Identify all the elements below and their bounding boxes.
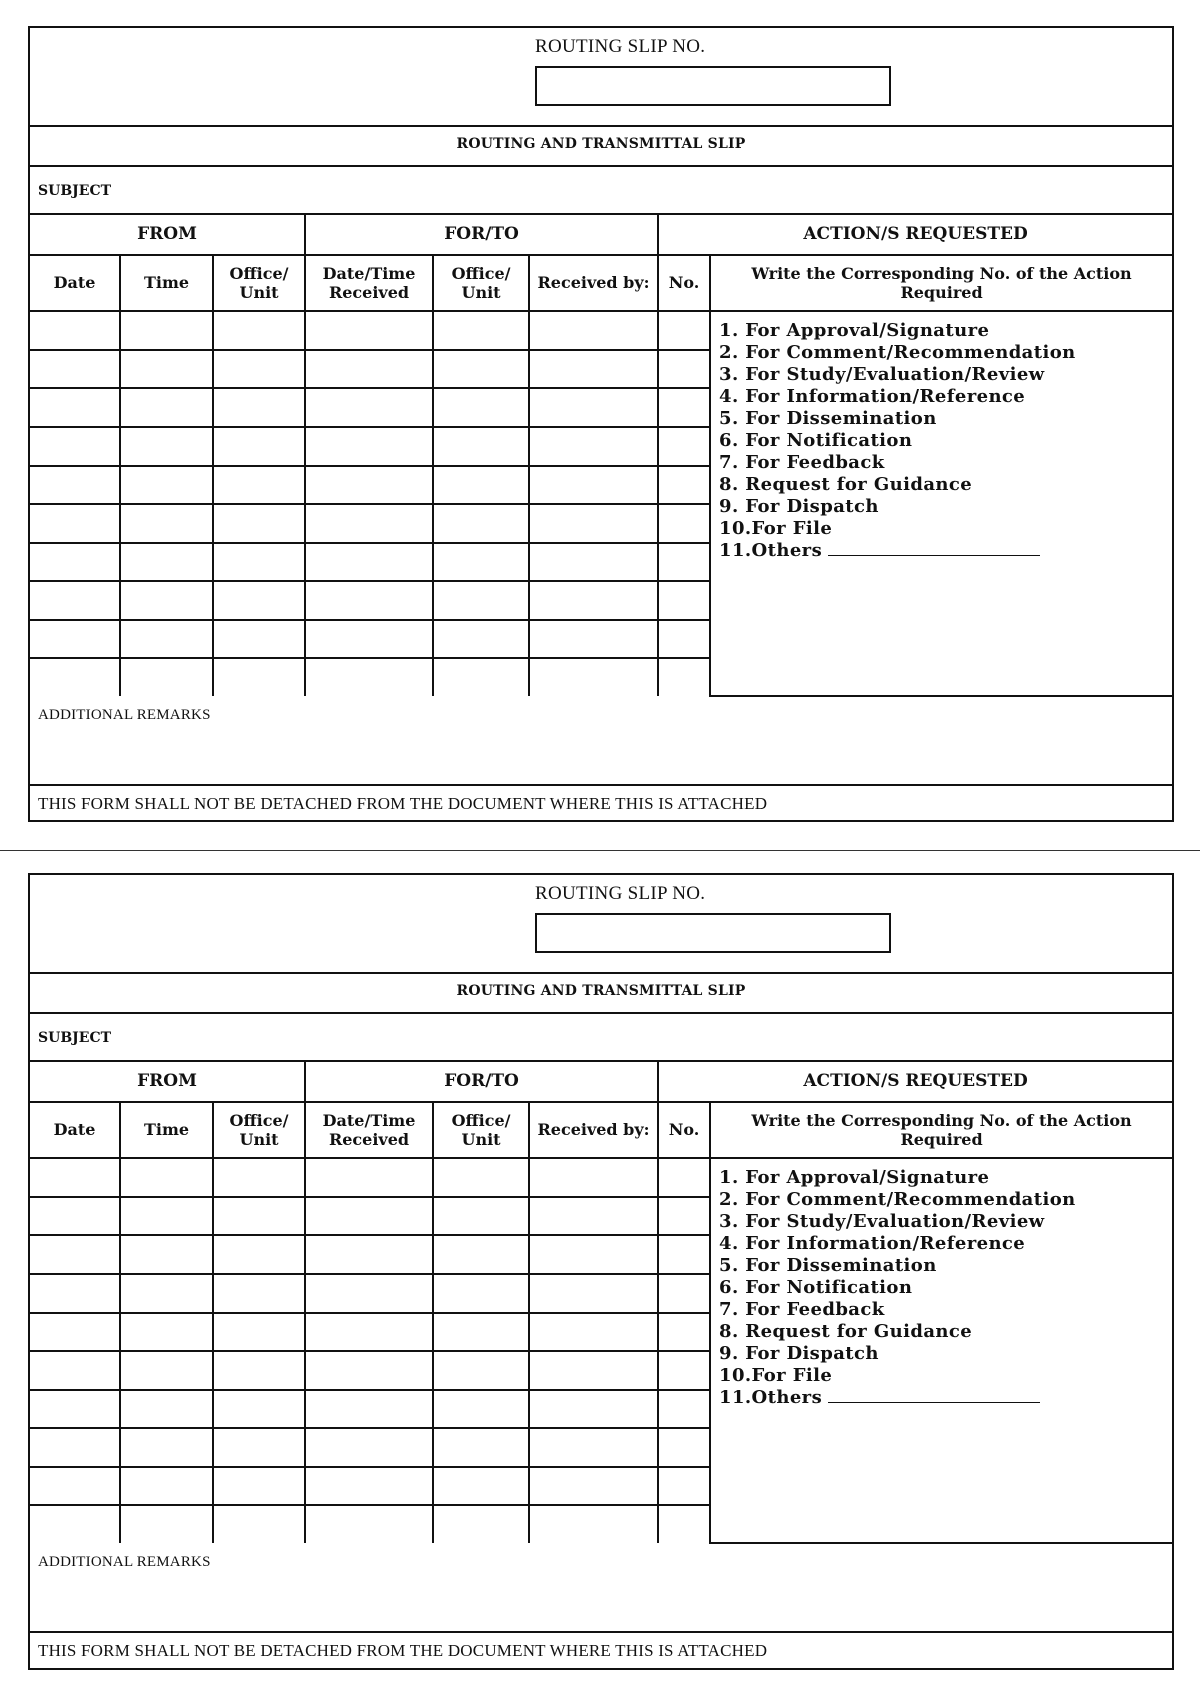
table-cell[interactable] [658,1390,710,1429]
table-cell[interactable] [658,1274,710,1313]
table-cell[interactable] [433,658,529,696]
form-title: ROUTING AND TRANSMITTAL SLIP [456,136,746,152]
table-cell[interactable] [120,1505,213,1543]
action-item [719,1321,1172,1343]
table-cell[interactable] [213,1197,305,1236]
table-cell[interactable] [433,1197,529,1236]
table-cell[interactable] [120,311,213,350]
action-item [719,1255,1172,1277]
table-cell[interactable] [30,1467,120,1506]
slip-number-label: ROUTING SLIP NO. [535,883,706,904]
action-item-label: 11.Others [719,540,823,562]
table-cell[interactable] [658,504,710,543]
table-cell[interactable] [120,350,213,389]
actions-group-header: ACTION/S REQUESTED [658,215,1172,255]
table-cell[interactable] [305,388,433,427]
for-to-group-header: FOR/TO [305,215,658,255]
table-cell[interactable] [529,1197,658,1236]
table-cell[interactable] [120,1428,213,1467]
footer-notice: THIS FORM SHALL NOT BE DETACHED FROM THE DOCUMENT WHERE THIS IS ATTACHED [38,1641,768,1660]
col-to-office-unit: Office/ Unit [433,1102,529,1159]
table-cell[interactable] [529,1467,658,1506]
table-cell[interactable] [529,466,658,505]
table-cell[interactable] [305,543,433,582]
table-cell[interactable] [120,1197,213,1236]
table-cell[interactable] [213,350,305,389]
action-item-label: 8. Request for Guidance [719,1321,973,1343]
action-item [719,452,1172,474]
table-cell[interactable] [213,1158,305,1197]
table-cell[interactable] [213,1313,305,1352]
slip-number-field[interactable] [535,66,891,106]
action-item [719,364,1172,386]
table-cell[interactable] [658,581,710,620]
table-cell[interactable] [305,1505,433,1543]
routing-slip-top [28,26,1174,822]
slip-header [30,28,1172,127]
action-item [719,1211,1172,1233]
table-cell[interactable] [30,1158,120,1197]
action-item [719,386,1172,408]
action-item [719,320,1172,342]
col-date: Date [30,1102,120,1159]
table-cell[interactable] [30,311,120,350]
footer-notice: THIS FORM SHALL NOT BE DETACHED FROM THE DOCUMENT WHERE THIS IS ATTACHED [38,794,768,813]
table-cell[interactable] [213,1428,305,1467]
action-item [719,1343,1172,1365]
table-cell[interactable] [305,427,433,466]
table-cell[interactable] [433,620,529,659]
table-cell[interactable] [30,1313,120,1352]
slip-number-field[interactable] [535,913,891,953]
table-cell[interactable] [120,1274,213,1313]
col-office-unit: Office/ Unit [213,1102,305,1159]
from-group-header: FROM [30,1062,305,1102]
table-cell[interactable] [30,504,120,543]
table-cell[interactable] [305,1235,433,1274]
routing-table [30,1062,1172,1544]
table-cell[interactable] [529,658,658,696]
action-item [719,474,1172,496]
table-cell[interactable] [213,388,305,427]
table-row [30,311,1172,350]
table-cell[interactable] [658,466,710,505]
col-office-unit: Office/ Unit [213,255,305,312]
action-item-label: 1. For Approval/Signature [719,320,990,342]
action-item [719,1233,1172,1255]
actions-group-header: ACTION/S REQUESTED [658,1062,1172,1102]
action-item-label: 2. For Comment/Recommendation [719,1189,1076,1211]
action-list [719,1167,1172,1409]
table-cell[interactable] [30,1351,120,1390]
action-item-label: 3. For Study/Evaluation/Review [719,1211,1045,1233]
remarks-area[interactable] [30,697,1172,786]
action-item-label: 7. For Feedback [719,1299,885,1321]
action-item [719,1387,1172,1409]
table-cell[interactable] [433,1428,529,1467]
table-cell[interactable] [120,1467,213,1506]
action-item [719,430,1172,452]
table-cell[interactable] [305,1467,433,1506]
table-cell[interactable] [213,543,305,582]
action-item [719,1167,1172,1189]
table-cell[interactable] [658,1235,710,1274]
action-item [719,1277,1172,1299]
table-cell[interactable] [120,427,213,466]
table-cell[interactable] [120,1313,213,1352]
action-item-label: 4. For Information/Reference [719,386,1026,408]
slip-number-label: ROUTING SLIP NO. [535,36,706,57]
table-cell[interactable] [529,388,658,427]
routing-table [30,215,1172,697]
table-cell[interactable] [213,620,305,659]
table-cell[interactable] [305,311,433,350]
slip-header [30,875,1172,974]
action-item-label: 10.For File [719,518,833,540]
table-cell[interactable] [658,311,710,350]
table-cell[interactable] [120,504,213,543]
action-item [719,1299,1172,1321]
action-item-label: 4. For Information/Reference [719,1233,1026,1255]
table-cell[interactable] [30,581,120,620]
subject-label: SUBJECT [38,183,112,199]
table-cell[interactable] [305,504,433,543]
table-cell[interactable] [529,581,658,620]
table-cell[interactable] [658,658,710,696]
table-cell[interactable] [433,311,529,350]
routing-slip-bottom [28,873,1174,1670]
action-item-label: 1. For Approval/Signature [719,1167,990,1189]
table-cell[interactable] [120,466,213,505]
action-item [719,1189,1172,1211]
table-cell[interactable] [30,1505,120,1543]
table-cell[interactable] [529,427,658,466]
table-cell[interactable] [30,620,120,659]
table-row [30,1158,1172,1197]
table-cell[interactable] [529,311,658,350]
table-cell[interactable] [120,388,213,427]
table-cell[interactable] [213,1235,305,1274]
table-cell[interactable] [433,581,529,620]
table-cell[interactable] [529,620,658,659]
table-cell[interactable] [120,1158,213,1197]
table-cell[interactable] [305,658,433,696]
subject-row[interactable] [30,167,1172,215]
action-item [719,1365,1172,1387]
table-cell[interactable] [529,1428,658,1467]
col-date: Date [30,255,120,312]
action-item-label: 8. Request for Guidance [719,474,973,496]
table-cell[interactable] [529,1235,658,1274]
table-cell[interactable] [120,581,213,620]
table-cell[interactable] [30,1274,120,1313]
table-cell[interactable] [30,658,120,696]
table-cell[interactable] [213,427,305,466]
action-item-label: 6. For Notification [719,1277,913,1299]
col-date-time-received: Date/Time Received [305,1102,433,1159]
table-cell[interactable] [120,658,213,696]
table-cell[interactable] [213,1390,305,1429]
table-cell[interactable] [658,1505,710,1543]
table-cell[interactable] [658,350,710,389]
remarks-area[interactable] [30,1544,1172,1633]
table-cell[interactable] [30,1197,120,1236]
from-group-header: FROM [30,215,305,255]
table-cell[interactable] [658,1313,710,1352]
col-received-by: Received by: [529,255,658,312]
col-received-by: Received by: [529,1102,658,1159]
col-action-instruction: Write the Corresponding No. of the Action Required [710,1102,1172,1159]
table-cell[interactable] [120,1235,213,1274]
table-cell[interactable] [305,1274,433,1313]
table-cell[interactable] [30,350,120,389]
action-item-label: 9. For Dispatch [719,496,879,518]
table-cell[interactable] [433,350,529,389]
table-cell[interactable] [658,1158,710,1197]
form-title-band [30,974,1172,1014]
table-cell[interactable] [305,350,433,389]
others-blank-line[interactable] [828,555,1040,556]
action-item-label: 3. For Study/Evaluation/Review [719,364,1045,386]
col-no: No. [658,255,710,312]
others-blank-line[interactable] [828,1402,1040,1403]
table-cell[interactable] [658,1467,710,1506]
action-item-label: 11.Others [719,1387,823,1409]
table-cell[interactable] [213,311,305,350]
action-item-label: 6. For Notification [719,430,913,452]
table-cell[interactable] [305,620,433,659]
for-to-group-header: FOR/TO [305,1062,658,1102]
action-item [719,342,1172,364]
form-title-band [30,127,1172,167]
subject-row[interactable] [30,1014,1172,1062]
subject-label: SUBJECT [38,1030,112,1046]
table-cell[interactable] [305,1313,433,1352]
table-cell[interactable] [120,620,213,659]
table-cell[interactable] [213,1467,305,1506]
footer-band [30,1633,1172,1669]
col-action-instruction: Write the Corresponding No. of the Action Required [710,255,1172,312]
table-cell[interactable] [529,1390,658,1429]
table-cell[interactable] [433,388,529,427]
action-item-label: 5. For Dissemination [719,408,937,430]
table-cell[interactable] [433,1313,529,1352]
table-cell[interactable] [120,1390,213,1429]
remarks-label: ADDITIONAL REMARKS [38,1554,211,1570]
table-cell[interactable] [433,1505,529,1543]
action-item-label: 2. For Comment/Recommendation [719,342,1076,364]
table-cell[interactable] [433,1235,529,1274]
col-time: Time [120,1102,213,1159]
table-cell[interactable] [120,543,213,582]
col-time: Time [120,255,213,312]
table-cell[interactable] [305,466,433,505]
action-item-label: 9. For Dispatch [719,1343,879,1365]
action-list-cell [710,311,1172,696]
table-cell[interactable] [213,466,305,505]
action-list [719,320,1172,562]
table-cell[interactable] [658,543,710,582]
col-to-office-unit: Office/ Unit [433,255,529,312]
table-cell[interactable] [433,1351,529,1390]
table-cell[interactable] [213,1351,305,1390]
action-item-label: 10.For File [719,1365,833,1387]
cut-line [0,850,1200,851]
table-cell[interactable] [30,388,120,427]
table-cell[interactable] [433,1274,529,1313]
table-cell[interactable] [30,427,120,466]
table-cell[interactable] [658,427,710,466]
table-cell[interactable] [30,543,120,582]
action-item-label: 7. For Feedback [719,452,885,474]
table-cell[interactable] [658,1351,710,1390]
table-cell[interactable] [529,350,658,389]
footer-band [30,786,1172,822]
remarks-label: ADDITIONAL REMARKS [38,707,211,723]
table-cell[interactable] [30,1390,120,1429]
table-cell[interactable] [529,1313,658,1352]
table-cell[interactable] [529,1351,658,1390]
table-cell[interactable] [213,504,305,543]
table-cell[interactable] [658,620,710,659]
form-title: ROUTING AND TRANSMITTAL SLIP [456,983,746,999]
table-cell[interactable] [433,543,529,582]
table-cell[interactable] [433,1158,529,1197]
col-no: No. [658,1102,710,1159]
action-item [719,518,1172,540]
table-cell[interactable] [213,658,305,696]
col-date-time-received: Date/Time Received [305,255,433,312]
table-cell[interactable] [529,1274,658,1313]
table-cell[interactable] [658,1428,710,1467]
table-cell[interactable] [305,1390,433,1429]
action-item [719,496,1172,518]
table-cell[interactable] [433,1390,529,1429]
table-cell[interactable] [30,466,120,505]
table-cell[interactable] [305,1351,433,1390]
action-item [719,540,1172,562]
table-cell[interactable] [213,581,305,620]
table-cell[interactable] [658,388,710,427]
table-cell[interactable] [213,1274,305,1313]
action-item-label: 5. For Dissemination [719,1255,937,1277]
table-cell[interactable] [305,1428,433,1467]
table-cell[interactable] [120,1351,213,1390]
table-cell[interactable] [305,1158,433,1197]
action-item [719,408,1172,430]
table-cell[interactable] [30,1428,120,1467]
table-cell[interactable] [30,1235,120,1274]
table-cell[interactable] [305,1197,433,1236]
table-cell[interactable] [433,427,529,466]
table-cell[interactable] [529,504,658,543]
action-list-cell [710,1158,1172,1543]
table-cell[interactable] [529,1505,658,1543]
table-cell[interactable] [529,1158,658,1197]
table-cell[interactable] [658,1197,710,1236]
table-cell[interactable] [529,543,658,582]
table-cell[interactable] [213,1505,305,1543]
table-cell[interactable] [433,1467,529,1506]
table-cell[interactable] [305,581,433,620]
table-cell[interactable] [433,466,529,505]
table-cell[interactable] [433,504,529,543]
